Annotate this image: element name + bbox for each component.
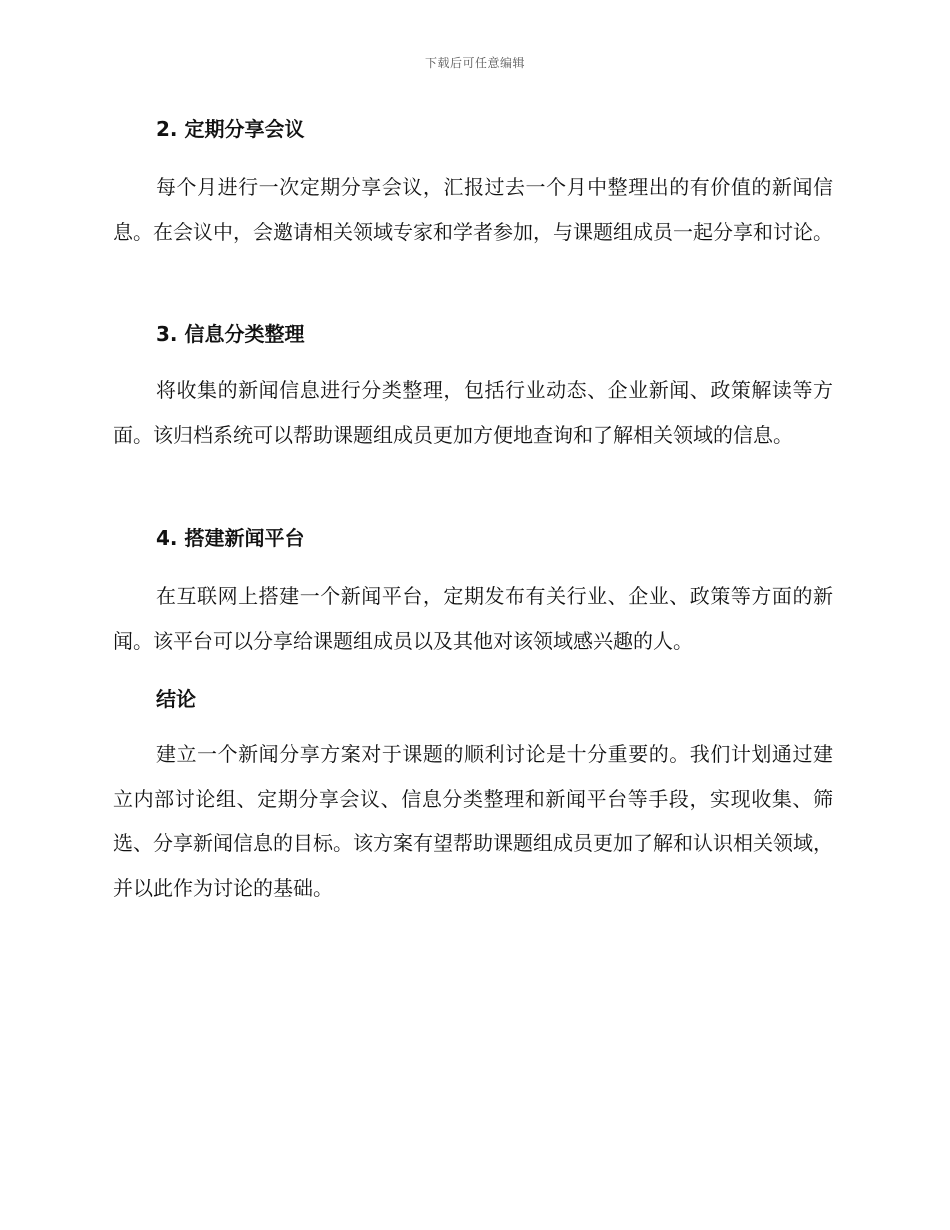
section-heading-news-platform: 4. 搭建新闻平台 bbox=[156, 526, 305, 550]
section-body-news-platform: 在互联网上搭建一个新闻平台，定期发布有关行业、企业、政策等方面的新闻。该平台可以分享给课题组成员以及其他对该领域感兴趣的人。 bbox=[113, 584, 833, 653]
page-header: 下载后可任意编辑 bbox=[424, 56, 525, 70]
section-heading-conclusion: 结论 bbox=[156, 687, 196, 711]
section-body-conclusion: 建立一个新闻分享方案对于课题的顺利讨论是十分重要的。我们计划通过建立内部讨论组、定期分享会议、信息分类整理和新闻平台等手段，实现收集、筛选、分享新闻信息的目标。该方案有望帮助课题组成员更加了解和认识相关领域，并以此作为讨论的基础。 bbox=[113, 742, 833, 900]
section-body-regular-meeting: 每个月进行一次定期分享会议，汇报过去一个月中整理出的有价值的新闻信息。在会议中，会邀请相关领域专家和学者参加，与课题组成员一起分享和讨论。 bbox=[113, 175, 833, 244]
section-heading-classification: 3. 信息分类整理 bbox=[156, 322, 305, 346]
section-body-classification: 将收集的新闻信息进行分类整理，包括行业动态、企业新闻、政策解读等方面。该归档系统可以帮助课题组成员更加方便地查询和了解相关领域的信息。 bbox=[113, 378, 833, 447]
section-heading-regular-meeting: 2. 定期分享会议 bbox=[156, 117, 305, 141]
